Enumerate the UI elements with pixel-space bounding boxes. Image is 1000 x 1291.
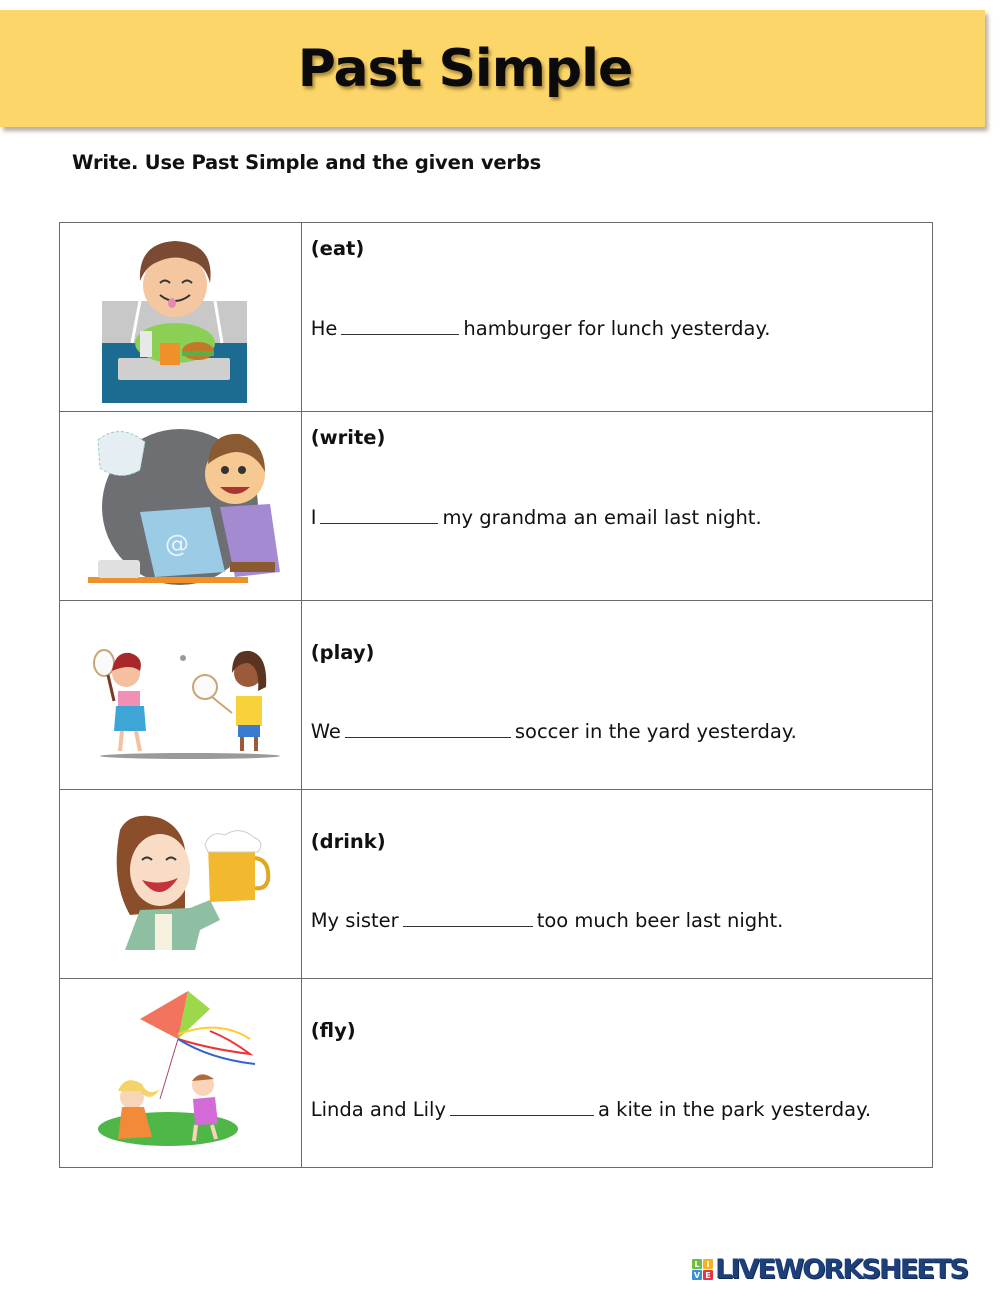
title-banner xyxy=(0,10,985,127)
sentence-cell xyxy=(301,790,932,979)
verb-hint: (write) xyxy=(310,426,386,449)
picture-cell xyxy=(60,601,302,790)
sentence-cell xyxy=(301,223,932,412)
sentence xyxy=(311,1098,871,1121)
picture-cell xyxy=(60,979,302,1168)
sentence-start: We xyxy=(310,720,341,743)
answer-blank[interactable] xyxy=(345,720,511,738)
sentence xyxy=(311,909,784,932)
answer-blank[interactable] xyxy=(450,1098,594,1116)
exercise-row xyxy=(60,601,933,790)
sentence-end: too much beer last night. xyxy=(536,909,784,932)
sentence-cell xyxy=(301,412,932,601)
sentence xyxy=(311,506,762,529)
live-blocks-icon: L I V E xyxy=(692,1259,713,1280)
sentence-start: I xyxy=(310,506,317,529)
sentence-end: my grandma an email last night. xyxy=(442,506,762,529)
sentence-end: hamburger for lunch yesterday. xyxy=(463,317,771,340)
page-title: Past Simple xyxy=(297,38,633,99)
picture-cell xyxy=(60,223,302,412)
exercise-row xyxy=(60,790,933,979)
exercise-row xyxy=(60,223,933,412)
exercise-table xyxy=(59,222,933,1168)
sentence-start: My sister xyxy=(310,909,399,932)
picture-cell xyxy=(60,790,302,979)
sentence-end: soccer in the yard yesterday. xyxy=(514,720,797,743)
children-flying-kite-icon xyxy=(60,979,302,1168)
exercise-row xyxy=(60,412,933,601)
instruction-text: Write. Use Past Simple and the given verbs xyxy=(72,151,541,174)
boy-eating-hamburger-icon xyxy=(60,223,302,412)
woman-drinking-beer-icon xyxy=(60,790,302,979)
sentence-cell xyxy=(301,601,932,790)
picture-cell xyxy=(60,412,302,601)
verb-hint: (play) xyxy=(310,641,375,664)
logo-text: LIVEWORKSHEETS xyxy=(715,1254,967,1285)
sentence-end: a kite in the park yesterday. xyxy=(598,1098,872,1121)
verb-hint: (fly) xyxy=(310,1019,356,1042)
svg-text:@: @ xyxy=(165,530,189,558)
liveworksheets-logo[interactable] xyxy=(692,1254,967,1285)
answer-blank[interactable] xyxy=(403,909,533,927)
verb-hint: (eat) xyxy=(310,237,365,260)
sentence xyxy=(311,720,797,743)
exercise-row xyxy=(60,979,933,1168)
verb-hint: (drink) xyxy=(310,830,386,853)
answer-blank[interactable] xyxy=(320,506,438,524)
boy-typing-email-icon xyxy=(60,412,302,601)
girls-playing-badminton-icon xyxy=(60,601,302,790)
sentence xyxy=(311,317,771,340)
sentence-start: He xyxy=(310,317,338,340)
sentence-cell xyxy=(301,979,932,1168)
answer-blank[interactable] xyxy=(341,317,459,335)
sentence-start: Linda and Lily xyxy=(310,1098,447,1121)
